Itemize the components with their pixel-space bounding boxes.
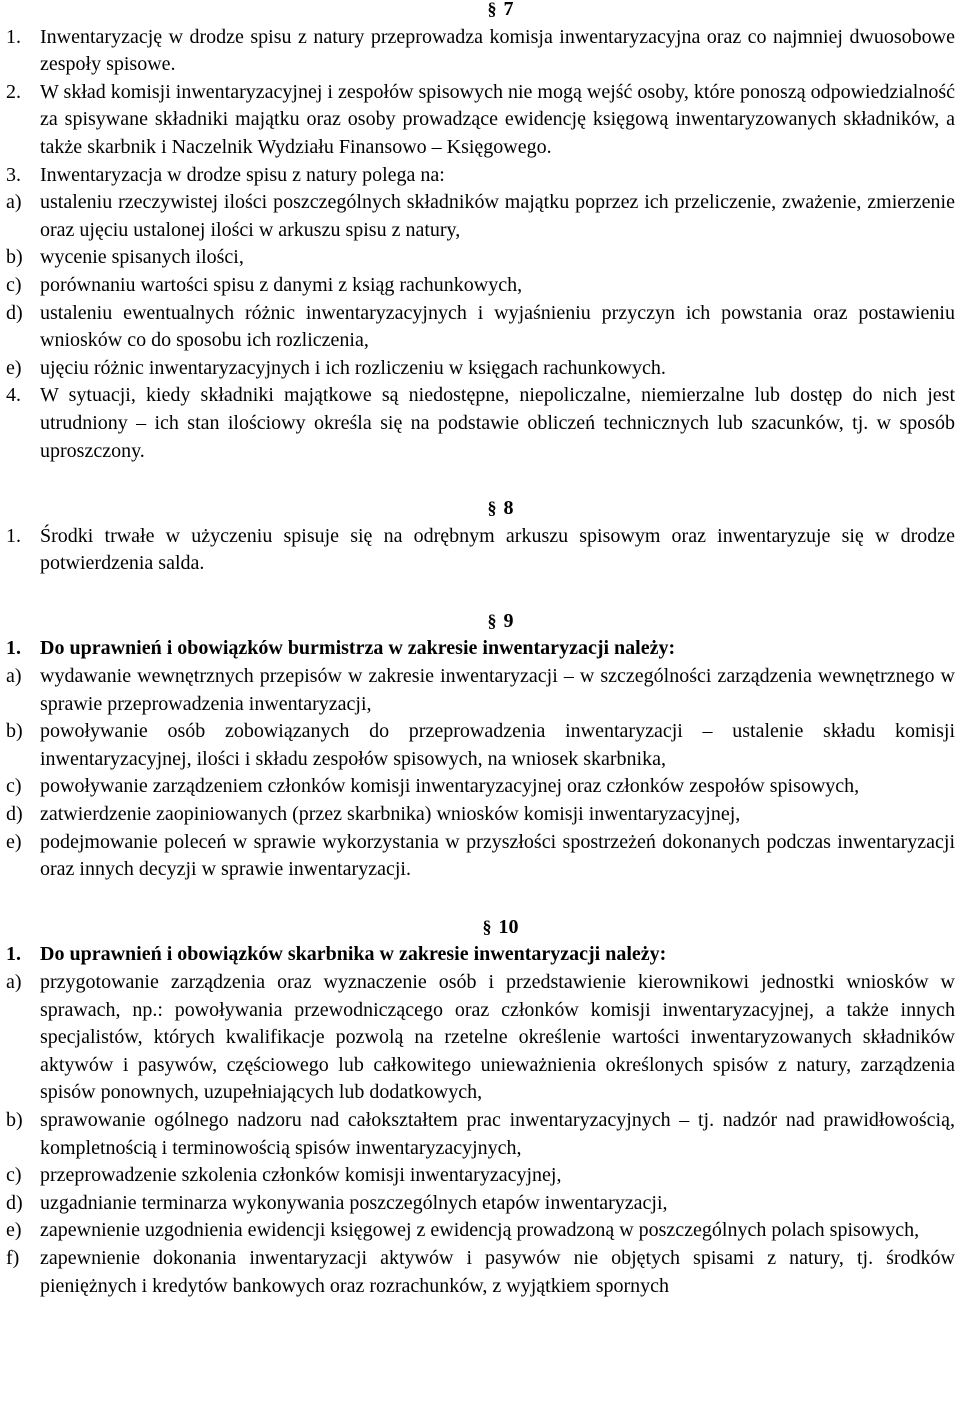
item-text: W sytuacji, kiedy składniki majątkowe są niedostępne, niepoliczalne, niemierzalne lub dostęp do nich jest utrudniony – ich stan ilościowy określa się na podstawie obliczeń technicznych lub szacunków, tj. w sposób uproszczony.	[40, 384, 955, 462]
item-marker: e)	[6, 1219, 22, 1242]
item-text: powoływanie zarządzeniem członków komisji inwentaryzacyjnej oraz członków zespołów spisowych,	[40, 775, 860, 798]
item-text: Inwentaryzację w drodze spisu z natury przeprowadza komisja inwentaryzacyjna oraz co najmniej dwuosobowe zespoły spisowe.	[40, 25, 955, 76]
item-text: podejmowanie poleceń w sprawie wykorzystania w przyszłości spostrzeżeń dokonanych podczas inwentaryzacji oraz innych decyzji w sprawie inwentaryzacji.	[40, 830, 955, 881]
item-marker: 1.	[6, 943, 21, 966]
item-text: ujęciu różnic inwentaryzacyjnych i ich rozliczeniu w księgach rachunkowych.	[40, 356, 666, 379]
paragraph-symbol: §	[482, 916, 492, 937]
item-marker: a)	[6, 191, 22, 214]
item-text: powoływanie osób zobowiązanych do przeprowadzenia inwentaryzacji – ustalenie składu komisji inwentaryzacyjnej, ilości i składu zespołów spisowych, na wniosek skarbnika,	[40, 720, 955, 770]
list-item-heading	[0, 635, 955, 663]
item-text: ustaleniu ewentualnych różnic inwentaryzacyjnych i wyjaśnieniu przyczyn ich powstania oraz postawieniu wniosków co do sposobu ich rozliczenia,	[40, 301, 955, 352]
item-marker: 1.	[6, 524, 21, 547]
list-item	[0, 1107, 955, 1162]
item-marker: b)	[6, 246, 23, 269]
item-marker: a)	[6, 971, 22, 993]
item-marker: a)	[6, 665, 22, 688]
item-marker: e)	[6, 830, 22, 853]
item-marker: 1.	[6, 25, 21, 48]
item-marker: c)	[6, 273, 22, 296]
list-item	[0, 829, 955, 884]
item-text: W skład komisji inwentaryzacyjnej i zespołów spisowych nie mogą wejść osoby, które ponoszą odpowiedzialność za spisywane składniki majątku oraz osoby prowadzące ewidencję księgową inwentaryzowanych składników, a także skarbnik i Naczelnik Wydziału Finansowo – Księgowego.	[40, 80, 955, 158]
section-heading	[0, 0, 955, 24]
item-text: przeprowadzenie szkolenia członków komisji inwentaryzacyjnej,	[40, 1164, 562, 1187]
list-item	[0, 523, 955, 578]
list-item	[0, 382, 955, 465]
item-text: Inwentaryzacja w drodze spisu z natury polega na:	[40, 163, 445, 186]
item-marker: d)	[6, 803, 23, 826]
list-item	[0, 244, 955, 272]
item-text: Środki trwałe w użyczeniu spisuje się na odrębnym arkuszu spisowym oraz inwentaryzuje się w drodze potwierdzenia salda.	[40, 524, 955, 575]
list-item	[0, 718, 955, 773]
item-marker: d)	[6, 301, 23, 324]
spacer	[0, 578, 955, 608]
item-marker: 4.	[6, 384, 21, 407]
item-marker: d)	[6, 1191, 23, 1214]
list-item	[0, 24, 955, 79]
item-text: wydawanie wewnętrznych przepisów w zakresie inwentaryzacji – w szczególności zarządzenia wewnętrznego w sprawie przeprowadzenia inwentaryzacji,	[40, 665, 955, 715]
item-marker: c)	[6, 1164, 22, 1187]
item-text: uzgadnianie terminarza wykonywania poszczególnych etapów inwentaryzacji,	[40, 1191, 668, 1214]
item-marker: f)	[6, 1246, 20, 1269]
paragraph-symbol: §	[487, 0, 497, 19]
list-item	[0, 1217, 955, 1245]
item-text: zapewnienie uzgodnienia ewidencji księgowej z ewidencją prowadzoną w poszczególnych polach spisowych,	[40, 1219, 920, 1242]
section-7	[0, 0, 955, 465]
section-number: 8	[503, 497, 514, 520]
section-10	[0, 914, 955, 1300]
list-item	[0, 663, 955, 718]
list-item	[0, 969, 955, 1107]
item-text: porównaniu wartości spisu z danymi z ksiąg rachunkowych,	[40, 273, 523, 296]
item-text: zapewnienie dokonania inwentaryzacji aktywów i pasywów nie objętych spisami z natury, tj. środków pieniężnych i kredytów bankowych oraz rozrachunków, z wyjątkiem spornych	[40, 1246, 955, 1297]
list-item	[0, 300, 955, 355]
list-item	[0, 355, 955, 383]
list-item	[0, 272, 955, 300]
section-8	[0, 495, 955, 578]
section-heading	[0, 608, 955, 636]
section-9	[0, 608, 955, 884]
list-item	[0, 162, 955, 190]
list-item	[0, 1162, 955, 1190]
item-text: Do uprawnień i obowiązków burmistrza w zakresie inwentaryzacji należy:	[40, 637, 676, 660]
list-item-heading	[0, 941, 955, 969]
item-text: sprawowanie ogólnego nadzoru nad całokształtem prac inwentaryzacyjnych – tj. nadzór nad prawidłowością, kompletnością i terminowością spisów inwentaryzacyjnych,	[40, 1108, 955, 1159]
item-text: wycenie spisanych ilości,	[40, 246, 244, 269]
item-text: Do uprawnień i obowiązków skarbnika w zakresie inwentaryzacji należy:	[40, 943, 667, 966]
list-item	[0, 189, 955, 244]
section-number: 10	[498, 915, 519, 938]
section-heading	[0, 495, 955, 523]
item-text: zatwierdzenie zaopiniowanych (przez skarbnika) wniosków komisji inwentaryzacyjnej,	[40, 803, 741, 826]
section-heading	[0, 914, 955, 942]
item-text: przygotowanie zarządzenia oraz wyznaczenie osób i przedstawienie kierownikowi jednostki wniosków w sprawach, np.: powoływania przewodniczącego oraz członków komisji inwentaryzacyjnej, a także innych specjalistów, których kwalifikacje pozwolą na rzetelne określenie wartości inwentaryzowanych składników aktywów i pasywów, częściowego lub całkowitego unieważnienia określonych spisów z natury, zarządzenia spisów ponownych, uzupełniających lub dodatkowych,	[40, 971, 955, 1104]
list-item	[0, 1190, 955, 1218]
paragraph-symbol: §	[487, 498, 497, 519]
item-marker: 3.	[6, 163, 21, 186]
item-text: ustaleniu rzeczywistej ilości poszczególnych składników majątku poprzez ich przeliczenie, zważenie, zmierzenie oraz ujęciu ustalonej ilości w arkuszu spisu z natury,	[40, 191, 955, 241]
item-marker: 2.	[6, 80, 21, 103]
section-number: 9	[503, 609, 514, 632]
item-marker: e)	[6, 356, 22, 379]
item-marker: b)	[6, 1108, 23, 1131]
section-number: 7	[503, 0, 514, 20]
paragraph-symbol: §	[487, 610, 497, 631]
list-item	[0, 1245, 955, 1300]
spacer	[0, 465, 955, 495]
item-marker: b)	[6, 720, 23, 743]
item-marker: 1.	[6, 637, 21, 660]
spacer	[0, 884, 955, 914]
list-item	[0, 773, 955, 801]
list-item	[0, 801, 955, 829]
item-marker: c)	[6, 775, 22, 798]
list-item	[0, 79, 955, 162]
